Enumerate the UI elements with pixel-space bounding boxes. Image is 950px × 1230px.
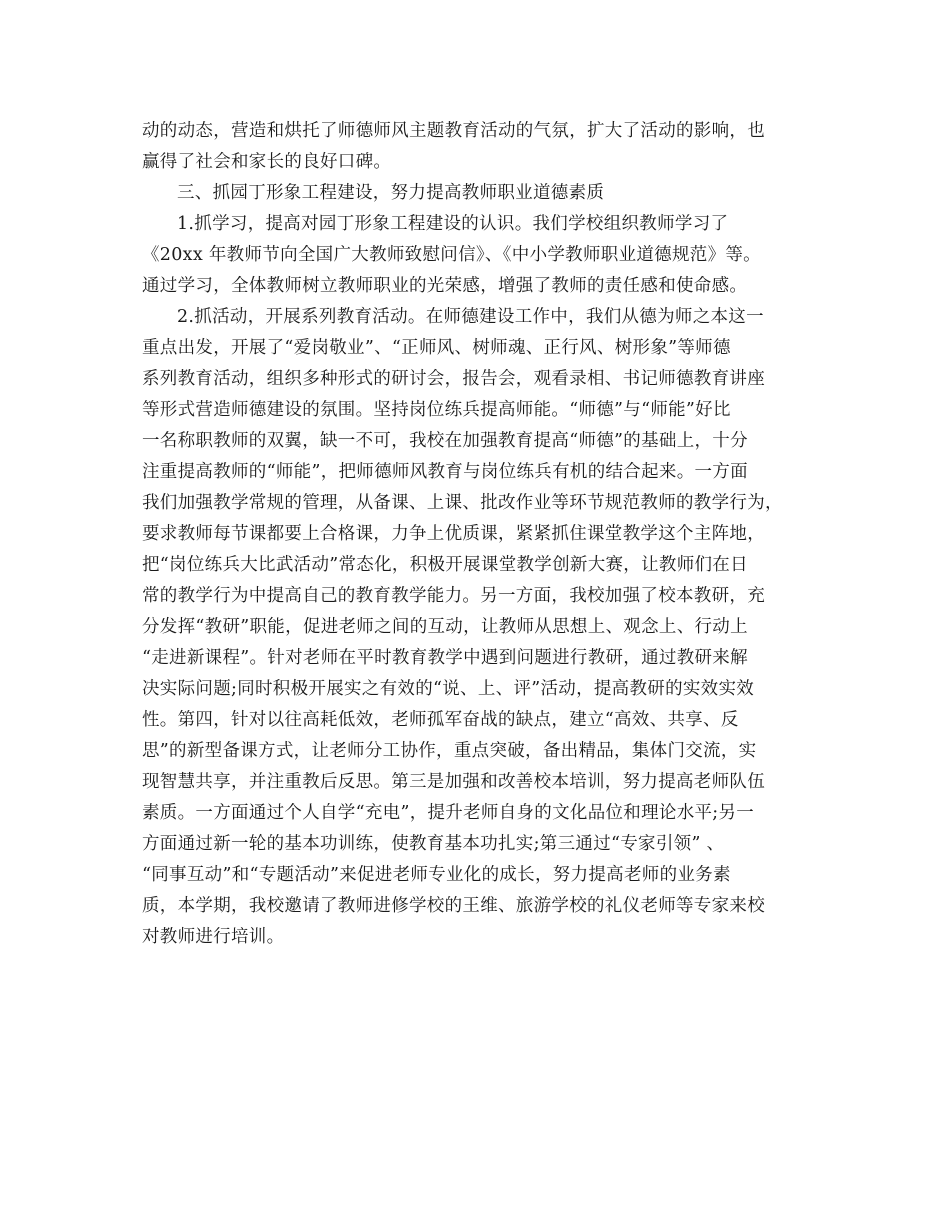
text-line: 质，本学期，我校邀请了教师进修学校的王维、旅游学校的礼仪老师等专家来校 bbox=[142, 896, 765, 916]
text-line: 一名称职教师的双翼，缺一不可，我校在加强教育提高“师德”的基础上，十分 bbox=[142, 431, 748, 451]
text-line: 常的教学行为中提高自己的教育教学能力。另一方面，我校加强了校本教研，充 bbox=[142, 586, 765, 606]
text-line: 动的动态，营造和烘托了师德师风主题教育活动的气氛，扩大了活动的影响，也 bbox=[142, 121, 765, 141]
text-line: 把“岗位练兵大比武活动”常态化，积极开展课堂教学创新大赛，让教师们在日 bbox=[142, 555, 748, 575]
text-line: 等形式营造师德建设的氛围。坚持岗位练兵提高师能。“师德”与“师能”好比 bbox=[142, 400, 731, 420]
text-line: 重点出发，开展了“爱岗敬业”、“正师风、树师魂、正行风、树形象”等师德 bbox=[142, 338, 731, 358]
text-line: 方面通过新一轮的基本功训练，使教育基本功扎实;第三通过“专家引领” 、 bbox=[142, 834, 725, 854]
text-line: 分发挥“教研”职能，促进老师之间的互动，让教师从思想上、观念上、行动上 bbox=[142, 617, 748, 637]
document-body bbox=[142, 116, 822, 953]
text-line: 性。第四，针对以往高耗低效，老师孤军奋战的缺点，建立“高效、共享、反 bbox=[142, 710, 739, 730]
text-line: “走进新课程”。针对老师在平时教育教学中遇到问题进行教研，通过教研来解 bbox=[142, 648, 748, 668]
text-line: 赢得了社会和家长的良好口碑。 bbox=[142, 152, 392, 172]
text-line: 1.抓学习，提高对园丁形象工程建设的认识。我们学校组织教师学习了 bbox=[177, 214, 729, 234]
text-line: 要求教师每节课都要上合格课，力争上优质课，紧紧抓住课堂教学这个主阵地， bbox=[142, 524, 765, 544]
text-line: 《20xx 年教师节向全国广大教师致慰问信》、《中小学教师职业道德规范》等。 bbox=[142, 245, 761, 265]
text-line: 2.抓活动，开展系列教育活动。在师德建设工作中，我们从德为师之本这一 bbox=[177, 307, 764, 327]
text-line: 我们加强教学常规的管理，从备课、上课、批改作业等环节规范教师的教学行为， bbox=[142, 493, 783, 513]
text-line: 系列教育活动，组织多种形式的研讨会，报告会，观看录相、书记师德教育讲座 bbox=[142, 369, 765, 389]
section-heading: 三、抓园丁形象工程建设，努力提高教师职业道德素质 bbox=[177, 183, 605, 203]
text-line: 决实际问题;同时积极开展实之有效的“说、上、评”活动，提高教研的实效实效 bbox=[142, 679, 755, 699]
text-line: “同事互动”和“专题活动”来促进老师专业化的成长，努力提高老师的业务素 bbox=[142, 865, 731, 885]
text-line: 素质。一方面通过个人自学“充电”，提升老师自身的文化品位和理论水平;另一 bbox=[142, 803, 755, 823]
text-line: 思”的新型备课方式，让老师分工协作，重点突破，备出精品，集体门交流，实 bbox=[142, 741, 757, 761]
text-line: 通过学习，全体教师树立教师职业的光荣感，增强了教师的责任感和使命感。 bbox=[142, 276, 748, 296]
text-line: 注重提高教师的“师能”，把师德师风教育与岗位练兵有机的结合起来。一方面 bbox=[142, 462, 748, 482]
text-line: 对教师进行培训。 bbox=[142, 927, 285, 947]
text-line: 现智慧共享，并注重教后反思。第三是加强和改善校本培训，努力提高老师队伍 bbox=[142, 772, 765, 792]
